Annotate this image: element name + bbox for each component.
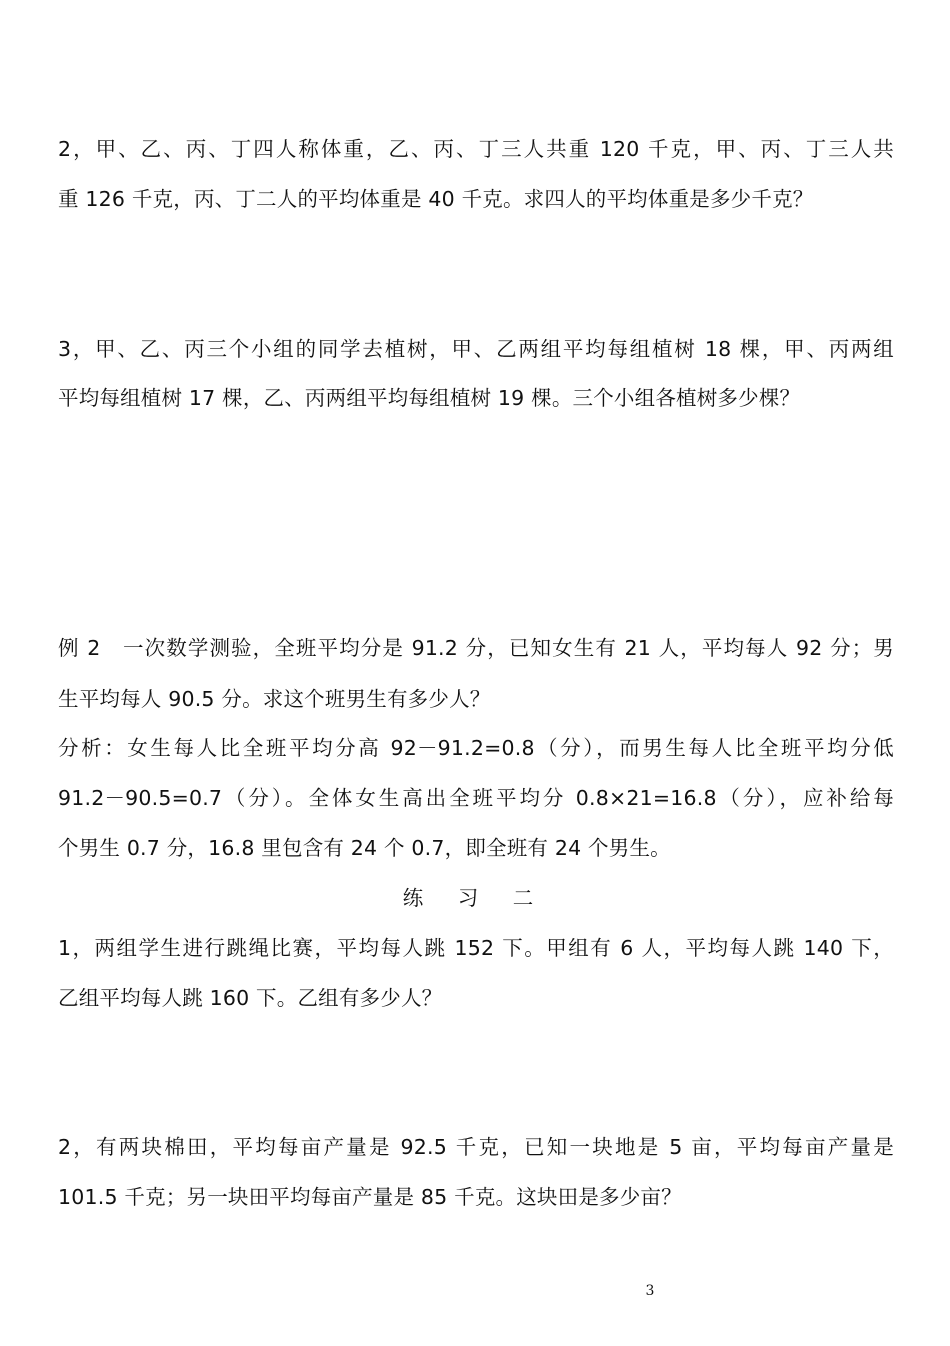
example-2-line-2: 生平均每人 90.5 分。求这个班男生有多少人？ xyxy=(58,687,491,711)
problem-3-line-1: 3，甲、乙、丙三个小组的同学去植树，甲、乙两组平均每组植树 18 棵，甲、丙两组 xyxy=(58,337,894,361)
problem-3-line-2: 平均每组植树 17 棵，乙、丙两组平均每组植树 19 棵。三个小组各植树多少棵？ xyxy=(58,386,801,410)
analysis-line-1: 分析：女生每人比全班平均分高 92－91.2=0.8（分），而男生每人比全班平均分低 xyxy=(58,736,894,760)
exercise-2-problem-1-line-1: 1，两组学生进行跳绳比赛，平均每人跳 152 下。甲组有 6 人，平均每人跳 140 下， xyxy=(58,936,894,960)
exercise-2-heading: 练 习 二 xyxy=(402,886,548,910)
page-number: 3 xyxy=(645,1283,655,1299)
exercise-2-problem-2-line-2: 101.5 千克；另一块田平均每亩产量是 85 千克。这块田是多少亩？ xyxy=(58,1185,682,1209)
example-2-line-1: 例 2 一次数学测验，全班平均分是 91.2 分，已知女生有 21 人，平均每人 92 分；男 xyxy=(58,636,894,660)
problem-2-line-1: 2，甲、乙、丙、丁四人称体重，乙、丙、丁三人共重 120 千克，甲、丙、丁三人共 xyxy=(58,137,894,161)
analysis-line-2: 91.2－90.5=0.7（分）。全体女生高出全班平均分 0.8×21=16.8（分），应补给每 xyxy=(58,786,894,810)
exercise-2-problem-2-line-1: 2，有两块棉田，平均每亩产量是 92.5 千克，已知一块地是 5 亩，平均每亩产量是 xyxy=(58,1135,894,1159)
analysis-line-3: 个男生 0.7 分，16.8 里包含有 24 个 0.7，即全班有 24 个男生。 xyxy=(58,836,671,860)
problem-2-line-2: 重 126 千克，丙、丁二人的平均体重是 40 千克。求四人的平均体重是多少千克？ xyxy=(58,187,814,211)
exercise-2-problem-1-line-2: 乙组平均每人跳 160 下。乙组有多少人？ xyxy=(58,986,443,1010)
